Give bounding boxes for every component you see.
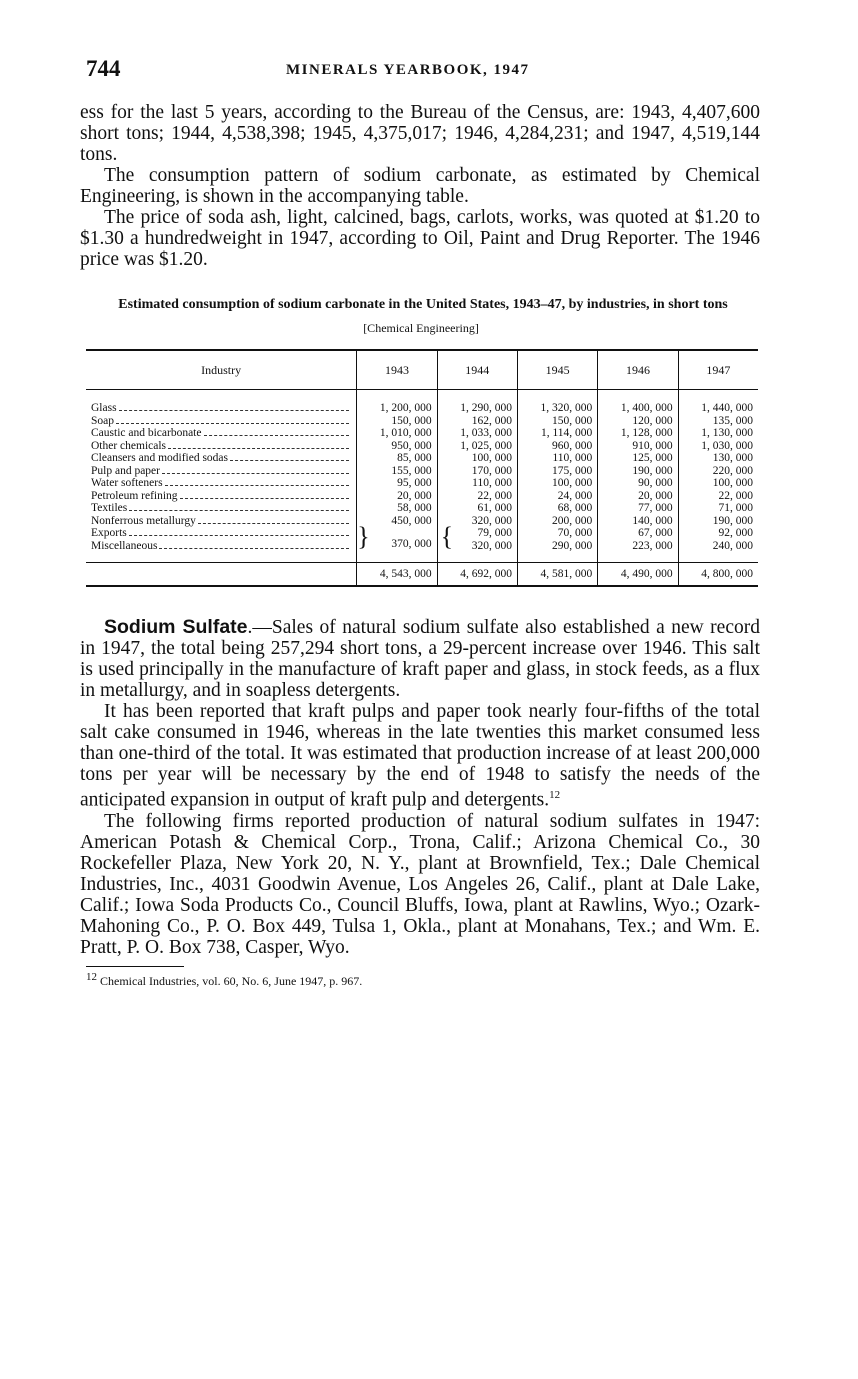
industry-label: Pulp and paper [91, 464, 160, 477]
sulfate-paragraph-2: It has been reported that kraft pulps and paper took nearly four-fifths of the total salt cake consumed in 1946, whereas in the late twenties this market consumed less than one-third of the total. It was estimated that production increase of at least 200,000 tons per year will be necessary by the end of 1948 to satisfy the needs of the anticipated expansion in output of kraft pulp and detergents.$^{12}$ [80, 701, 760, 811]
table-cell: 77, 000 [598, 502, 678, 515]
table-cell: 150, 000 [357, 415, 437, 428]
table-cell: 58, 000 [357, 502, 437, 515]
table-cell: 130, 000 [678, 452, 758, 465]
table-cell: 175, 000 [517, 465, 597, 478]
table-cell: 1, 290, 000 [437, 390, 517, 415]
table-cell: 1, 010, 000 [357, 427, 437, 440]
consumption-table [86, 349, 758, 587]
total-cell: 4, 581, 000 [517, 563, 597, 587]
total-cell: 4, 692, 000 [437, 563, 517, 587]
table-cell: 71, 000 [678, 502, 758, 515]
table-cell: 950, 000 [357, 440, 437, 453]
header-industry: Industry [86, 350, 357, 390]
sulfate-paragraph-3: The following firms reported production of natural sodium sulfates in 1947: American Potash & Chemical Corp., Trona, Calif.; Arizona Chemical Co., 30 Rockefeller Plaza, New York 20, N. Y., plant at Brownfield, Tex.; Dale Chemical Industries, Inc., 4031 Goodwin Avenue, Los Angeles 26, Calif., plant at Dale Lake, Calif.; Iowa Soda Products Co., Council Bluffs, Iowa, plant at Rawlins, Wyo.; Ozark-Mahoning Co., P. O. Box 449, Tulsa 1, Okla., plant at Monahans, Tex.; and Wm. E. Pratt, P. O. Box 738, Casper, Wyo. [80, 810, 760, 958]
footnote-ref: 12 [549, 789, 561, 801]
table-cell: 125, 000 [598, 452, 678, 465]
table-cell: 135, 000 [678, 415, 758, 428]
table-cell: 170, 000 [437, 465, 517, 478]
industry-label: Cleansers and modified sodas [91, 452, 229, 464]
table-cell: 200, 000 [517, 515, 597, 528]
right-brace-icon: } [357, 522, 370, 551]
table-cell: 92, 000 [678, 527, 758, 540]
industry-label: Soap [91, 414, 114, 427]
table-cell: 20, 000 [598, 490, 678, 503]
table-cell: 910, 000 [598, 440, 678, 453]
table-body [86, 390, 758, 587]
industry-label: Petroleum refining [91, 489, 178, 502]
table-cell: 67, 000 [598, 527, 678, 540]
running-head: MINERALS YEARBOOK, 1947 [286, 62, 530, 78]
table-cell: 68, 000 [517, 502, 597, 515]
page [76, 50, 766, 989]
table-cell: 240, 000 [678, 540, 758, 563]
table-cell: 1, 025, 000 [437, 440, 517, 453]
industry-label: Exports [91, 527, 127, 539]
table-cell: 290, 000 [517, 540, 597, 563]
header-1947: 1947 [678, 350, 758, 390]
table-cell: 190, 000 [678, 515, 758, 528]
table-cell: 1, 030, 000 [678, 440, 758, 453]
table-cell: 1, 320, 000 [517, 390, 597, 415]
table-cell: 162, 000 [437, 415, 517, 428]
table-cell: 100, 000 [678, 477, 758, 490]
table-cell: 1, 200, 000 [357, 390, 437, 415]
header-1943: 1943 [357, 350, 437, 390]
table-cell: 1, 128, 000 [598, 427, 678, 440]
footnote-mark: 12 [86, 970, 97, 983]
table-cell: 320, 000 [437, 540, 517, 563]
industry-label: Textiles [91, 502, 128, 514]
header-1945: 1945 [517, 350, 597, 390]
intro-paragraph-1: ess for the last 5 years, according to the Bureau of the Census, are: 1943, 4,407,600 short tons; 1944, 4,538,398; 1945, 4,375,017; 1946, 4,284,231; and 1947, 4,519,144 tons. [80, 102, 760, 165]
table-cell: 120, 000 [598, 415, 678, 428]
table-total-row [86, 563, 758, 587]
table-cell: 223, 000 [598, 540, 678, 563]
table-row [86, 477, 758, 490]
page-number: 744 [86, 56, 121, 81]
footnote-rule [86, 966, 184, 967]
footnote-text: Chemical Industries, vol. 60, No. 6, June 1947, p. 967. [100, 973, 363, 988]
table-cell: 22, 000 [678, 490, 758, 503]
industry-label: Water softeners [91, 477, 163, 489]
industry-label: Nonferrous metallurgy [91, 514, 196, 527]
table-row [86, 515, 758, 528]
table-row [86, 452, 758, 465]
table-row [86, 465, 758, 478]
table-title: Estimated consumption of sodium carbonate in the United States, 1943–47, by industries, in short tons [118, 297, 728, 312]
table-cell: 110, 000 [437, 477, 517, 490]
total-cell: 4, 543, 000 [357, 563, 437, 587]
table-row [86, 502, 758, 515]
table-cell: 85, 000 [357, 452, 437, 465]
table-row-exports [86, 527, 758, 540]
table-cell: 70, 000 [517, 527, 597, 540]
table-cell: 220, 000 [678, 465, 758, 478]
total-label-cell [86, 563, 357, 587]
table-source: [Chemical Engineering] [363, 321, 479, 335]
table-cell: 100, 000 [437, 452, 517, 465]
industry-label: Glass [91, 402, 117, 414]
table-cell: 960, 000 [517, 440, 597, 453]
header-1944: 1944 [437, 350, 517, 390]
table-cell: 100, 000 [517, 477, 597, 490]
table-cell: 79, 000 [477, 527, 512, 539]
table-cell: 370, 000 [391, 538, 432, 551]
sulfate-paragraph-1: Sodium Sulfate.—Sales of natural sodium sulfate also established a new record in 1947, the total being 257,294 short tons, a 29-percent increase over 1946. This salt is used principally in the manufacture of kraft paper and glass, in stock feeds, as a flux in metallurgy, and in soapless detergents. [80, 616, 760, 701]
section-lead: Sodium Sulfate [104, 616, 248, 638]
table-cell: 22, 000 [437, 490, 517, 503]
exports-misc-1943-cell [357, 522, 437, 563]
table-cell: 1, 400, 000 [598, 390, 678, 415]
table-cell: 110, 000 [517, 452, 597, 465]
table-cell: 1, 130, 000 [678, 427, 758, 440]
table-cell: 90, 000 [598, 477, 678, 490]
table-cell: 1, 440, 000 [678, 390, 758, 415]
intro-paragraph-3: The price of soda ash, light, calcined, bags, carlots, works, was quoted at $1.20 to $1.30 a hundredweight in 1947, according to Oil, Paint and Drug Reporter. The 1946 price was $1.20. [80, 207, 760, 270]
page-header [76, 50, 766, 86]
table-cell: 1, 114, 000 [517, 427, 597, 440]
table-row [86, 415, 758, 428]
table-cell: 20, 000 [357, 490, 437, 503]
table-cell: 95, 000 [357, 477, 437, 490]
table-cell: 155, 000 [357, 465, 437, 478]
table-row [86, 440, 758, 453]
table-cell: 24, 000 [517, 490, 597, 503]
table-cell: 320, 000 [437, 515, 517, 528]
industry-label: Caustic and bicarbonate [91, 427, 202, 439]
table-header-row [86, 350, 758, 390]
table-cell: 140, 000 [598, 515, 678, 528]
table-row [86, 490, 758, 503]
footnote [86, 971, 766, 989]
total-cell: 4, 490, 000 [598, 563, 678, 587]
industry-label: Miscellaneous [91, 539, 158, 552]
left-brace-icon: { [440, 522, 454, 551]
table-cell: 61, 000 [437, 502, 517, 515]
table-cell: 450, 000 [357, 515, 437, 528]
intro-paragraph-2: The consumption pattern of sodium carbonate, as estimated by Chemical Engineering, is shown in the accompanying table. [80, 165, 760, 207]
table-row [86, 390, 758, 415]
header-1946: 1946 [598, 350, 678, 390]
table-row [86, 427, 758, 440]
table-cell: 150, 000 [517, 415, 597, 428]
industry-label: Other chemicals [91, 439, 167, 452]
table-cell: 1, 033, 000 [437, 427, 517, 440]
table-cell: 190, 000 [598, 465, 678, 478]
total-cell: 4, 800, 000 [678, 563, 758, 587]
